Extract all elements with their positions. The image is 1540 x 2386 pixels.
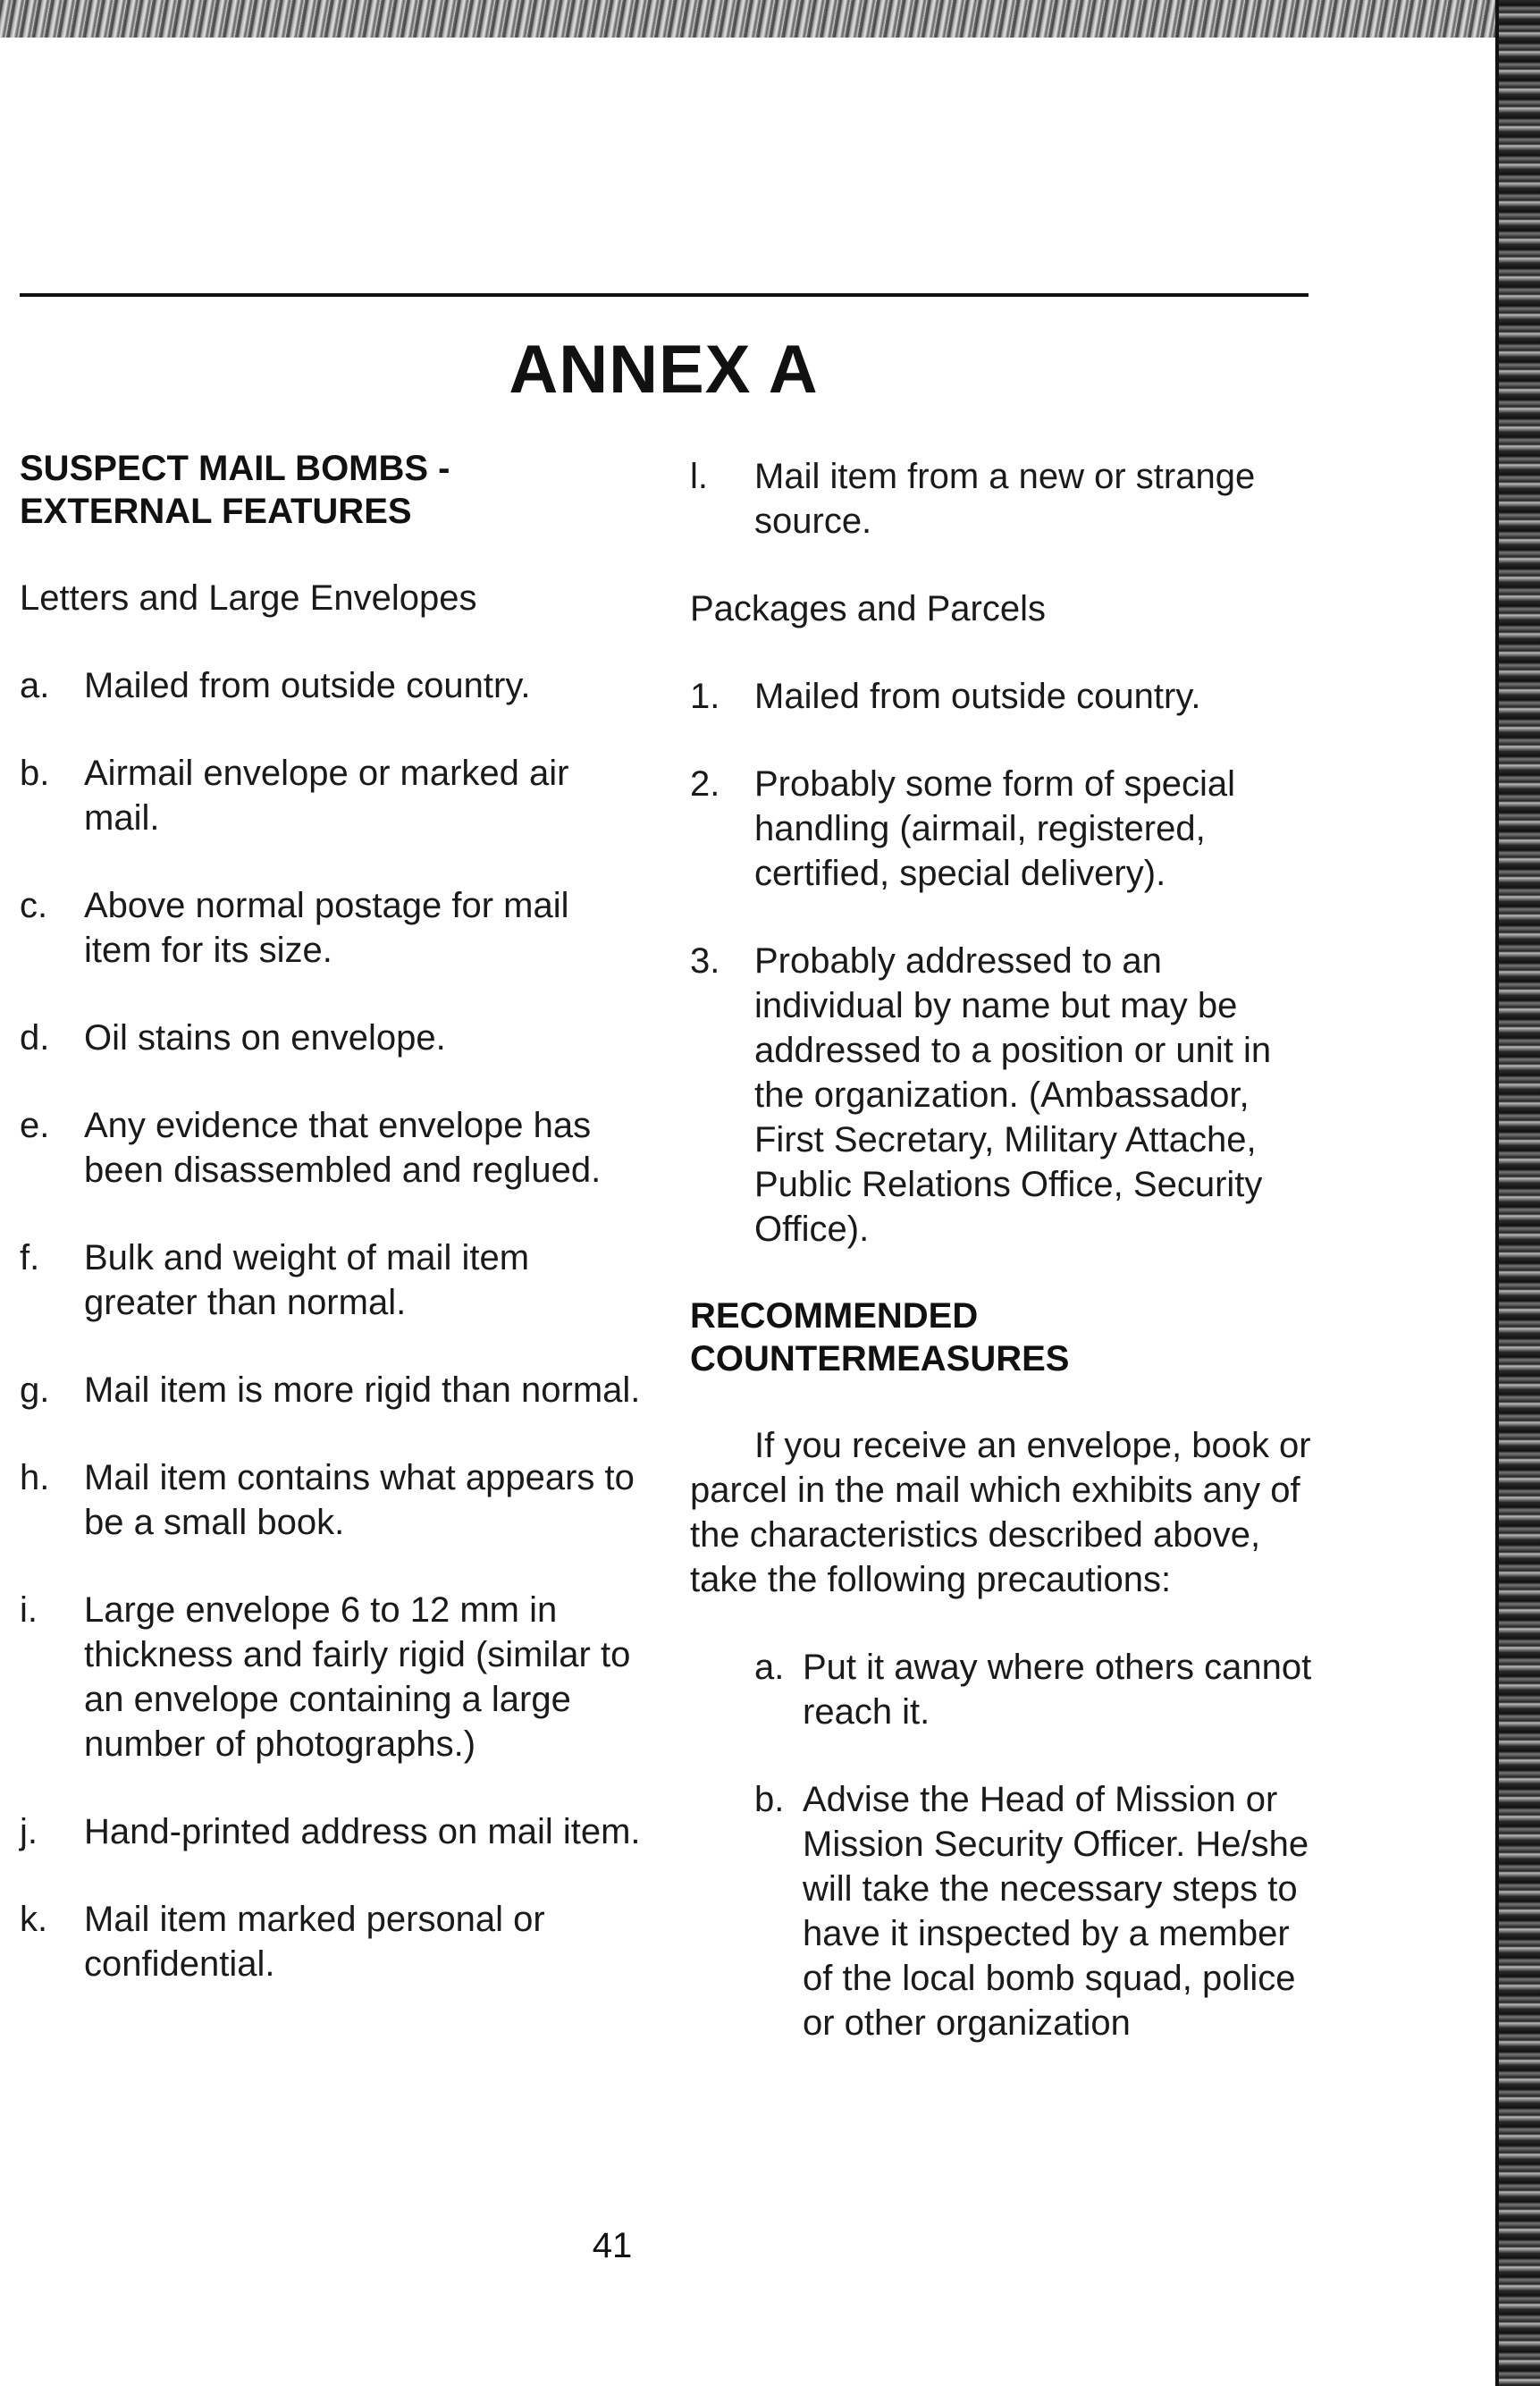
precaution-text: Advise the Head of Mission or Mission Security Officer. He/she will take the necessary steps to have it inspected by a member of the local bomb squad, police or other organization: [803, 1780, 1309, 2043]
page-title: ANNEX A: [509, 332, 819, 408]
left-column: [20, 447, 645, 1986]
list-item-label: 2.: [690, 764, 720, 804]
list-item-label: j.: [20, 1812, 38, 1851]
list-item-text: Mail item from a new or strange source.: [754, 457, 1256, 541]
list-item-label: b.: [20, 754, 50, 793]
list-item-label: f.: [20, 1238, 40, 1277]
list-item: [690, 939, 1316, 1252]
list-item-text: Mailed from outside country.: [84, 666, 531, 705]
list-item-text: Large envelope 6 to 12 mm in thickness and fairly rigid (similar to an envelope containing a large number of photographs.): [84, 1590, 631, 1764]
countermeasures-heading-line1: RECOMMENDED: [690, 1296, 979, 1336]
list-item: [690, 454, 1316, 544]
precaution-label: b.: [754, 1780, 785, 1819]
list-item-label: e.: [20, 1106, 50, 1145]
list-item-label: l.: [690, 457, 708, 496]
list-item: [20, 1897, 645, 1986]
list-item: [690, 762, 1316, 896]
list-item: [20, 1103, 645, 1193]
countermeasures-intro: If you receive an envelope, book or parcel in the mail which exhibits any of the characteristics described above, take the following precautions:: [690, 1426, 1311, 1599]
scan-edge-right: [1499, 0, 1540, 2386]
list-item: [20, 751, 645, 840]
page-number: 41: [592, 2226, 633, 2265]
list-item-label: c.: [20, 886, 48, 925]
section-heading-line2: EXTERNAL FEATURES: [20, 492, 412, 531]
list-item: [20, 1455, 645, 1545]
list-item: [690, 674, 1316, 719]
list-item: [20, 1588, 645, 1766]
list-item-text: Oil stains on envelope.: [84, 1018, 446, 1058]
list-item-label: 3.: [690, 941, 720, 981]
list-item-text: Bulk and weight of mail item greater than normal.: [84, 1238, 530, 1322]
list-item-label: 1.: [690, 677, 720, 716]
list-item: [20, 1809, 645, 1854]
header-rule: [20, 293, 1309, 297]
precaution-label: a.: [754, 1648, 785, 1687]
precaution-item: [754, 1645, 1316, 1734]
list-item-text: Mail item contains what appears to be a small book.: [84, 1458, 635, 1542]
packages-subheading: Packages and Parcels: [690, 589, 1047, 628]
countermeasures-heading-line2: COUNTERMEASURES: [690, 1339, 1070, 1378]
list-item-label: k.: [20, 1900, 48, 1939]
list-item-label: d.: [20, 1018, 50, 1058]
list-item: [20, 1235, 645, 1325]
list-item: [20, 883, 645, 973]
section-heading: [20, 447, 645, 533]
countermeasures-heading: [690, 1294, 1316, 1380]
precaution-item: [754, 1777, 1316, 2045]
list-item-text: Mailed from outside country.: [754, 677, 1201, 716]
right-column: [690, 454, 1316, 2045]
list-item-text: Any evidence that envelope has been disassembled and reglued.: [84, 1106, 602, 1190]
list-item-text: Mail item is more rigid than normal.: [84, 1370, 641, 1410]
list-item: [20, 663, 645, 708]
section-heading-line1: SUSPECT MAIL BOMBS -: [20, 449, 450, 488]
list-item-text: Mail item marked personal or confidential.: [84, 1900, 545, 1984]
list-item: [20, 1368, 645, 1412]
list-item-text: Probably addressed to an individual by name but may be addressed to a position or unit in the organization. (Ambassador, First Secretary, Military Attache, Public Relations Office, Security Office).: [754, 941, 1272, 1249]
list-item-text: Hand-printed address on mail item.: [84, 1812, 641, 1851]
list-item-label: h.: [20, 1458, 50, 1497]
list-item-label: a.: [20, 666, 50, 705]
list-item: [20, 1016, 645, 1060]
list-item-text: Above normal postage for mail item for its size.: [84, 886, 569, 970]
letters-subheading: Letters and Large Envelopes: [20, 578, 477, 618]
precaution-text: Put it away where others cannot reach it.: [803, 1648, 1312, 1732]
list-item-label: g.: [20, 1370, 50, 1410]
list-item-text: Airmail envelope or marked air mail.: [84, 754, 569, 838]
scan-edge-top: [0, 0, 1540, 38]
list-item-label: i.: [20, 1590, 38, 1630]
list-item-text: Probably some form of special handling (airmail, registered, certified, special delivery).: [754, 764, 1236, 893]
